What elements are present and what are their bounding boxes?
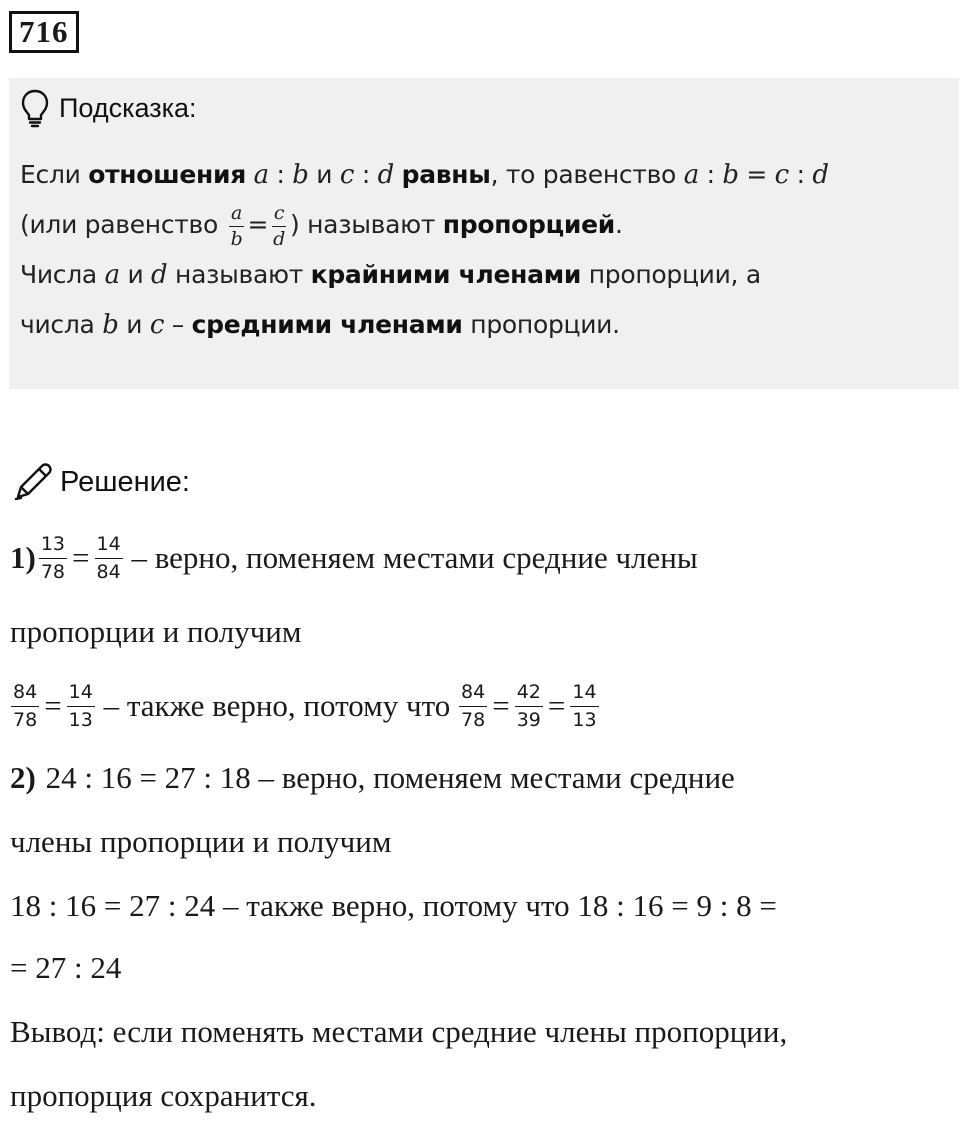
hint-line-1: Если отношения a : b и c : d равны, то равенство a : b = c : d — [20, 160, 829, 190]
fraction: $\frac{14}{84}$ — [96, 532, 121, 583]
fraction-c-d: $\frac{c}{d}$ — [273, 201, 286, 250]
fraction: $\frac{14}{13}$ — [68, 680, 93, 731]
solution-line-5: члены пропорции и получим — [10, 824, 392, 859]
solution-header — [12, 460, 190, 504]
hint-line-4: числа b и c – средними членами пропорции. — [20, 310, 620, 340]
fraction-a-b: $\frac{a}{b}$ — [230, 201, 243, 250]
solution-line-6: 18 : 16 = 27 : 24 – также верно, потому что 18 : 16 = 9 : 8 = — [10, 888, 777, 923]
fraction: $\frac{13}{78}$ — [40, 532, 66, 583]
solution-line-4: 2) 24 : 16 = 27 : 18 – верно, поменяем местами средние — [10, 760, 735, 795]
solution-line-2: пропорции и получим — [10, 614, 302, 649]
solution-line-1: 1) $\frac{13}{78}$ = $\frac{14}{84}$ – верно, поменяем местами средние члены — [10, 532, 698, 583]
fraction: $\frac{42}{39}$ — [516, 680, 541, 731]
hint-header — [20, 86, 197, 130]
hint-line-2: (или равенство $\frac{a}{b}$ = $\frac{c}{d}$ ) называют пропорцией. — [20, 201, 623, 250]
conclusion-line-2: пропорция сохранится. — [10, 1078, 317, 1113]
hint-title: Подсказка: — [59, 92, 197, 123]
task-number: 716 — [9, 11, 79, 53]
lightbulb-icon — [20, 88, 50, 128]
solution-title: Решение: — [60, 465, 190, 498]
hint-text — [20, 150, 956, 350]
fraction: $\frac{84}{78}$ — [461, 680, 486, 731]
fraction: $\frac{14}{13}$ — [572, 680, 597, 731]
hint-line-3: Числа a и d называют крайними членами пропорции, а — [20, 260, 761, 290]
conclusion-line-1: Вывод: если поменять местами средние члены пропорции, — [10, 1014, 788, 1049]
solution-line-3: $\frac{84}{78}$ = $\frac{14}{13}$ – также верно, потому что $\frac{84}{78}$ = $\frac{42}{39}$ = $\frac{14}{13}$ — [13, 680, 597, 731]
fraction: $\frac{84}{78}$ — [13, 680, 38, 731]
pencil-icon — [12, 461, 54, 503]
solution-line-7: = 27 : 24 — [10, 950, 122, 985]
